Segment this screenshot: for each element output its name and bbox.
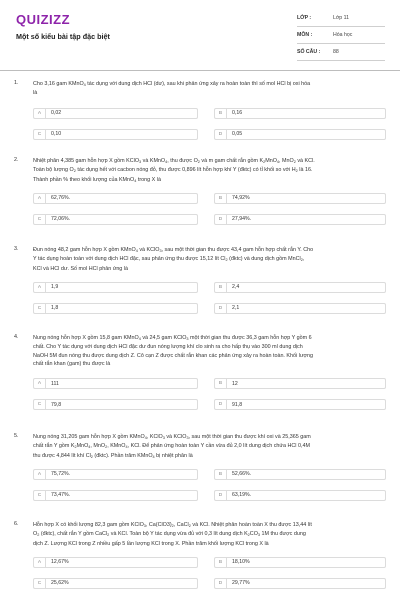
answer-option-a[interactable] xyxy=(33,378,198,389)
option-letter: B xyxy=(215,109,227,118)
option-letter: C xyxy=(34,130,46,139)
question-text xyxy=(33,521,385,548)
meta-value: 88 xyxy=(333,49,339,55)
option-value: 1,9 xyxy=(51,284,59,291)
option-letter: D xyxy=(215,304,227,313)
answer-option-b[interactable] xyxy=(214,108,386,119)
meta-key: LỚP : xyxy=(297,15,312,21)
question-text-line: Nung nóng hỗn hợp X gồm 15,8 gam KMnO$_4$ và 24,5 gam KClO$_3$ một thời gian thu được 36,3 gam hỗn hợp Y gồm 6 xyxy=(33,335,312,341)
option-value: 91,8 xyxy=(232,401,243,408)
question-text xyxy=(33,246,385,273)
question-text-line: là xyxy=(33,90,38,97)
option-value: 2,4 xyxy=(232,284,240,291)
meta-row-grade xyxy=(297,10,385,27)
answer-option-c[interactable] xyxy=(33,129,198,140)
meta-value: Lớp 11 xyxy=(333,15,349,21)
question-text-line: Cho 3,16 gam KMnO$_4$ tác dụng với dung dịch HCl (dư), sau khi phản ứng xảy ra hoàn toàn thì số mol HCl bị oxi hóa xyxy=(33,81,311,87)
question-text-line: Nung nóng 31,205 gam hỗn hợp X gồm KMnO$_4$, KClO$_3$ và KClO$_3$, sau một thời gian thu được khí oxi và 25,365 gam xyxy=(33,434,311,440)
answer-option-d[interactable] xyxy=(214,490,386,501)
question-text-line: chất rắn Y gồm $K_2MnO_4$, MnO$_2$, KMnO$_4$, KCl. Để phản ứng hoàn toàn Y cần vừa đủ 2,0 lít dung dịch chứa HCl 0,4M xyxy=(33,443,310,450)
option-letter: D xyxy=(215,579,227,588)
meta-key: SỐ CÂU : xyxy=(297,49,321,55)
answer-option-d[interactable] xyxy=(214,578,386,589)
option-value: 27,94%. xyxy=(232,216,252,223)
answer-option-a[interactable] xyxy=(33,193,198,204)
quizizz-logo: QUIZIZZ xyxy=(16,12,71,27)
option-value: 75,72%. xyxy=(51,471,71,478)
answer-option-d[interactable] xyxy=(214,303,386,314)
worksheet-header xyxy=(0,0,400,62)
option-letter: B xyxy=(215,558,227,567)
option-letter: B xyxy=(215,379,227,388)
option-value: 25,62% xyxy=(51,580,69,587)
option-value: 0,05 xyxy=(232,131,243,138)
question-text-line: NaOH 5M đun nóng thu được dung dịch Z. Cô cạn Z được chất rắn khan các phản ứng xảy ra hoàn toàn. Khối lượng xyxy=(33,352,314,359)
question-text-line: dịch Z. Lượng KCl trong Z nhiều gấp 5 lần lượng KCl trong X. Phần trăm khối lượng KCl trong X là xyxy=(33,540,269,547)
option-letter: B xyxy=(215,470,227,479)
option-value: 0,02 xyxy=(51,110,62,117)
question-number: 2. xyxy=(14,157,19,163)
option-value: 0,16 xyxy=(232,110,243,117)
option-value: 74,92% xyxy=(232,195,250,202)
worksheet-title: Một số kiểu bài tập đặc biệt xyxy=(16,32,110,41)
option-value: 62,76%. xyxy=(51,195,71,202)
answer-option-a[interactable] xyxy=(33,108,198,119)
option-letter: B xyxy=(215,283,227,292)
meta-row-question-count xyxy=(297,44,385,61)
option-value: 63,19%. xyxy=(232,492,252,499)
answer-option-b[interactable] xyxy=(214,557,386,568)
question-text-line: Thành phần % theo khối lượng của KMnO$_4$ trong X là xyxy=(33,176,161,183)
option-letter: A xyxy=(34,283,46,292)
option-value: 18,10% xyxy=(232,559,250,566)
meta-key: MÔN : xyxy=(297,32,313,38)
question-text-line: Nhiệt phân 4,385 gam hỗn hợp X gồm KClO$_3$ và KMnO$_4$, thu được $O_2$ và m gam chất rắn gồm $K_2MnO_4$, MnO$_2$ và KCl. xyxy=(33,158,315,164)
question-text-line: Toàn bộ lượng $O_2$ tác dụng hết với cacbon nóng đỏ, thu được 0,896 lít hỗn hợp khí Y (đktc) có tỉ khối so với $H_2$ là 16. xyxy=(33,167,313,174)
option-letter: D xyxy=(215,400,227,409)
option-value: 12 xyxy=(232,380,238,387)
question-text-line: thu được 4,844 lít khí $Cl_2$ (đktc). Phần trăm KMnO$_4$ bị nhiệt phân là xyxy=(33,452,193,459)
worksheet-meta xyxy=(297,10,385,61)
question-text-line: Y tác dụng hoàn toàn với dung dịch HCl đặc, sau phản ứng thu được 15,12 lít $Cl_2$ (đktc) và dung dịch gồm MnCl$_2$, xyxy=(33,256,305,263)
question-number: 4. xyxy=(14,334,19,340)
option-letter: A xyxy=(34,379,46,388)
option-letter: D xyxy=(215,491,227,500)
answer-option-b[interactable] xyxy=(214,469,386,480)
question-number: 6. xyxy=(14,521,19,527)
header-divider xyxy=(0,70,400,71)
option-letter: C xyxy=(34,400,46,409)
option-letter: A xyxy=(34,558,46,567)
answer-option-d[interactable] xyxy=(214,129,386,140)
question-text xyxy=(33,433,385,461)
answer-option-c[interactable] xyxy=(33,399,198,410)
question-text xyxy=(33,334,385,368)
answer-option-d[interactable] xyxy=(214,399,386,410)
option-letter: D xyxy=(215,130,227,139)
option-value: 73,47%. xyxy=(51,492,71,499)
answer-option-d[interactable] xyxy=(214,214,386,225)
option-value: 12,67% xyxy=(51,559,69,566)
question-text-line: KCl và HCl dư. Số mol HCl phản ứng là xyxy=(33,265,129,272)
option-value: 0,10 xyxy=(51,131,62,138)
answer-option-c[interactable] xyxy=(33,303,198,314)
option-letter: A xyxy=(34,194,46,203)
answer-option-b[interactable] xyxy=(214,378,386,389)
option-value: 52,66%. xyxy=(232,471,252,478)
option-letter: C xyxy=(34,215,46,224)
question-text-line: Hỗn hợp X có khối lượng 82,3 gam gồm KClO$_3$, $Ca(ClO3)_2$, CaCl$_2$ và KCl. Nhiệt phân hoàn toàn X thu được 13,44 lít xyxy=(33,522,312,528)
option-letter: C xyxy=(34,491,46,500)
answer-option-a[interactable] xyxy=(33,557,198,568)
answer-option-b[interactable] xyxy=(214,282,386,293)
question-text xyxy=(33,157,385,185)
option-letter: C xyxy=(34,579,46,588)
option-letter: B xyxy=(215,194,227,203)
meta-row-subject xyxy=(297,27,385,44)
question-text-line: $O_2$ (đktc), chất rắn Y gồm CaCl$_2$ và KCl. Toàn bộ Y tác dụng vừa đủ với 0,3 lít dung dịch $K_2CO_3$ 1M thu được dung xyxy=(33,531,306,538)
option-letter: A xyxy=(34,109,46,118)
answer-option-c[interactable] xyxy=(33,490,198,501)
question-number: 3. xyxy=(14,246,19,252)
option-value: 1,8 xyxy=(51,305,59,312)
question-number: 1. xyxy=(14,80,19,86)
question-number: 5. xyxy=(14,433,19,439)
option-value: 29,77% xyxy=(232,580,250,587)
question-text-line: chất. Cho Y tác dụng với dung dịch HCl đặc dư đun nóng lượng khí clo sinh ra cho hấp thụ vào 300 ml dung dịch xyxy=(33,344,303,351)
answer-option-c[interactable] xyxy=(33,578,198,589)
answer-option-a[interactable] xyxy=(33,282,198,293)
meta-value: Hóa học xyxy=(333,32,353,38)
answer-option-b[interactable] xyxy=(214,193,386,204)
option-value: 79,8 xyxy=(51,401,62,408)
option-letter: C xyxy=(34,304,46,313)
option-letter: D xyxy=(215,215,227,224)
option-value: 72,06%. xyxy=(51,216,71,223)
option-value: 111 xyxy=(51,380,59,387)
answer-option-a[interactable] xyxy=(33,469,198,480)
question-text xyxy=(33,80,385,98)
option-letter: A xyxy=(34,470,46,479)
question-text-line: chất rắn khan (gam) thu được là xyxy=(33,360,111,367)
option-value: 2,1 xyxy=(232,305,240,312)
answer-option-c[interactable] xyxy=(33,214,198,225)
question-text-line: Đun nóng 48,2 gam hỗn hợp X gồm KMnO$_4$ và KClO$_3$, sau một thời gian thu được 43,4 gam hỗn hợp chất rắn Y. Cho xyxy=(33,247,314,253)
